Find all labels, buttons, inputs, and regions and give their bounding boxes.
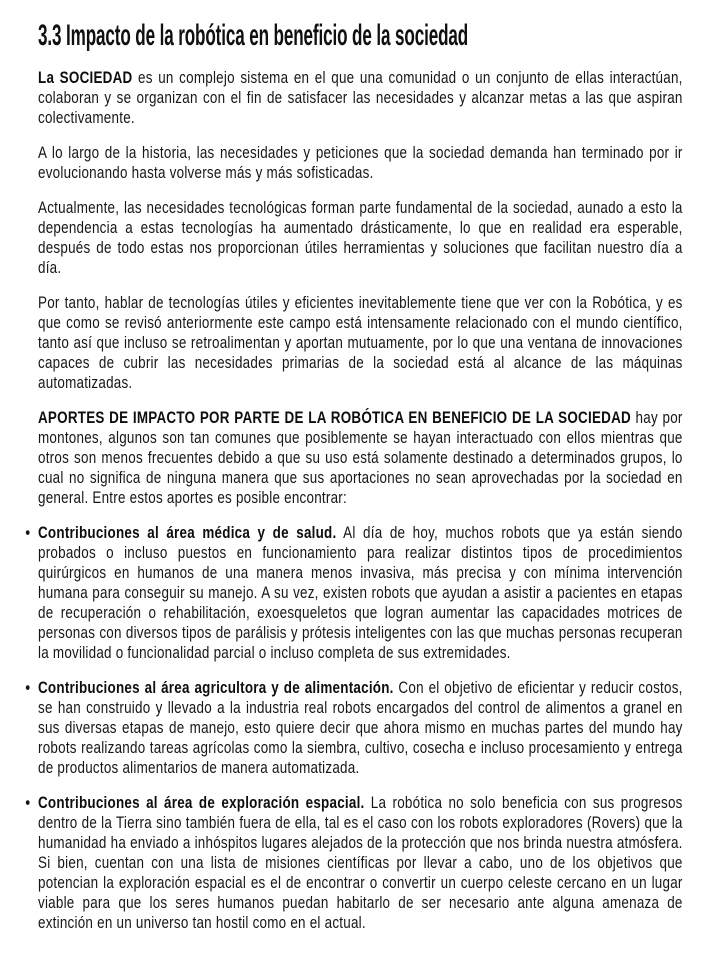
paragraph-lead-bold: La SOCIEDAD bbox=[38, 68, 133, 87]
bullet-icon: • bbox=[25, 678, 31, 697]
paragraph-text: Actualmente, las necesidades tecnológicas forman parte fundamental de la sociedad, aunado a esto la dependencia a estas tecnologías ha aumentado drásticamente, lo que en realidad era esperable, después de todo estas nos proporcionan útiles herramientas y soluciones que facilitan nuestro día a día. bbox=[38, 198, 683, 277]
bullet-text: Al día de hoy, muchos robots que ya están siendo probados o incluso puestos en funcionamiento para realizar distintos tipos de procedimientos quirúrgicos en humanos de una manera menos invasiva, más precisa y con mínima intervención humana para conseguir su manejo. A su vez, existen robots que ayudan a asistir a pacientes en etapas de recuperación o rehabilitación, exoesqueletos que logran aumentar las capacidades motrices de personas con diversos tipos de parálisis y prótesis inteligentes con las que muchas personas recuperan la movilidad o funcionalidad parcial o incluso completa de sus extremidades. bbox=[38, 523, 683, 662]
bullet-item-medical bbox=[25, 523, 683, 663]
bullet-text: La robótica no solo beneficia con sus progresos dentro de la Tierra sino también fuera de ella, tal es el caso con los robots exploradores (Rovers) que la humanidad ha enviado a inhóspitos lugares alejados de la protección que nos brinda nuestra atmósfera. Si bien, cuentan con una lista de misiones científicas por llevar a cabo, uno de los objetivos que potencian la exploración espacial es el de encontrar o convertir un cuerpo celeste cercano en un lugar viable para que los seres humanos puedan habitarlo de ser necesario ante alguna amenaza de extinción en un universo tan hostil como en el actual. bbox=[38, 793, 683, 932]
bullet-item-space bbox=[25, 793, 683, 933]
bullet-lead-bold: Contribuciones al área médica y de salud. bbox=[38, 523, 337, 542]
paragraph-robotics-science bbox=[38, 293, 683, 393]
paragraph-history bbox=[38, 143, 683, 183]
bullet-lead-bold: Contribuciones al área agricultora y de alimentación. bbox=[38, 678, 394, 697]
bullet-item-agriculture bbox=[25, 678, 683, 778]
paragraph-text: hay por montones, algunos son tan comunes que posiblemente se hayan interactuado con ellos mientras que otros son menos frecuentes debido a que su uso está solamente destinado a determinados grupos, lo cual no significa de ninguna manera que sus aportaciones no sean aprovechadas por la sociedad en general. Entre estos aportes es posible encontrar: bbox=[38, 408, 683, 507]
bullet-text: Con el objetivo de eficientar y reducir costos, se han construido y llevado a la industria real robots encargados del control de alimentos a granel en sus diversas etapas de manejo, esto quiere decir que ahora mismo en muchas partes del mundo hay robots realizando tareas agrícolas como la siembra, cultivo, cosecha e incluso procesamiento y entrega de productos alimentarios de manera automatizada. bbox=[38, 678, 683, 777]
document-content bbox=[25, 19, 683, 933]
bullet-lead-bold: Contribuciones al área de exploración espacial. bbox=[38, 793, 365, 812]
paragraph-tech-needs bbox=[38, 198, 683, 278]
bullet-icon: • bbox=[25, 523, 31, 542]
paragraph-text: es un complejo sistema en el que una comunidad o un conjunto de ellas interactúan, colaboran y se organizan con el fin de satisfacer las necesidades y alcanzar metas a las que aspiran colectivamente. bbox=[38, 68, 683, 127]
paragraph-aportes-intro bbox=[38, 408, 683, 508]
paragraph-text: Por tanto, hablar de tecnologías útiles y eficientes inevitablemente tiene que ver con la Robótica, y es que como se revisó anteriormente este campo está intensamente relacionado con el mundo científico, tanto así que incluso se retroalimentan y aportan mutuamente, por lo que una ventana de innovaciones capaces de cubrir las necesidades primarias de la sociedad está al alcance de las máquinas automatizadas. bbox=[38, 293, 683, 392]
bullet-icon: • bbox=[25, 793, 31, 812]
section-title: 3.3 Impacto de la robótica en beneficio de la sociedad bbox=[38, 19, 469, 52]
paragraph-text: A lo largo de la historia, las necesidades y peticiones que la sociedad demanda han terminado por ir evolucionando hasta volverse más y más sofisticadas. bbox=[38, 143, 683, 182]
paragraph-lead-bold: APORTES DE IMPACTO POR PARTE DE LA ROBÓTICA EN BENEFICIO DE LA SOCIEDAD bbox=[38, 408, 631, 427]
paragraph-society bbox=[38, 68, 683, 128]
